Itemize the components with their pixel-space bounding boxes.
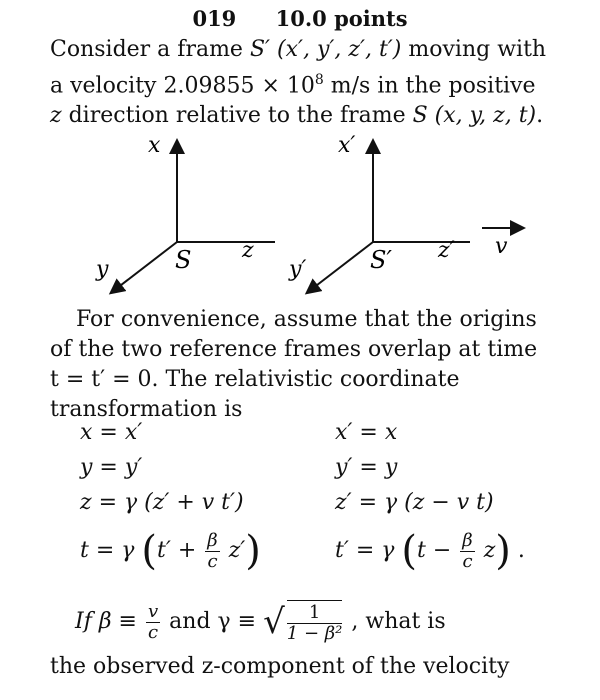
y-prime-axis-label: y′ — [289, 257, 307, 282]
sqrt-den: 1 − β² — [286, 623, 343, 644]
intro-velocity-exponent: 8 — [314, 72, 324, 88]
paren-close: ) — [495, 528, 511, 574]
frame-s-axes — [95, 133, 275, 292]
question-if: If β ≡ — [75, 609, 137, 634]
intro-text-3: m/s in the positive — [323, 73, 536, 99]
frame-s-prime-label: S′ — [370, 246, 392, 274]
question-line-2: the observed z-component of the velocity — [50, 654, 510, 679]
frac-den: c — [148, 621, 159, 643]
x-axis-label: x — [148, 133, 161, 158]
frac-num: β — [207, 529, 218, 551]
eq-left-4-prefix: t = γ — [80, 538, 135, 563]
eq-right-4: t′ = γ (t − $\frac{\beta}{c}$ z) . — [335, 528, 525, 574]
y-axis — [112, 242, 177, 292]
intro-frame-prime: S′ (x′, y′, z′, t′) — [249, 37, 402, 62]
y-axis-label: y — [96, 257, 109, 282]
eq-right-4-inner: t − — [417, 538, 452, 563]
eq-left-1: x = x′ — [80, 420, 143, 445]
v-over-c-fraction — [146, 602, 160, 643]
problem-number: 019 — [192, 6, 237, 31]
eq-right-4-post: z — [483, 538, 496, 563]
intro-paragraph — [50, 35, 550, 131]
gamma-sqrt: √ $\frac{1}{\text{1 − β²}}$ — [263, 602, 343, 644]
z-axis-label: z — [242, 238, 254, 263]
frac-num: v — [147, 600, 159, 622]
velocity-label: v — [495, 234, 508, 259]
y-prime-axis — [308, 242, 373, 292]
frac-den: c — [462, 550, 473, 572]
beta-over-c-fraction — [460, 531, 474, 572]
transformation-paragraph: For convenience, assume that the origins of the two reference frames overlap at time t = t′ = 0. The relativistic coordinate transformation is — [50, 307, 538, 422]
eq-left-4-inner: t′ + — [157, 538, 197, 563]
eq-right-3: z′ = γ (z − v t) — [335, 490, 494, 515]
intro-text-1: Consider a frame — [50, 37, 250, 62]
intro-frame: S (x, y, z, t) — [412, 103, 537, 129]
paren-close: ) — [245, 528, 261, 574]
question-and: and γ ≡ — [169, 609, 257, 634]
intro-text-5: . — [536, 103, 544, 129]
question-line-1 — [75, 600, 446, 644]
reference-frames-diagram — [0, 130, 600, 300]
paren-open: ( — [141, 528, 158, 574]
frac-num: β — [462, 529, 473, 551]
eq-left-4 — [80, 528, 261, 574]
problem-header — [0, 6, 600, 31]
eq-right-1: x′ = x — [335, 420, 398, 445]
intro-z: z — [50, 103, 62, 129]
eq-left-3: z = γ (z′ + v t′) — [80, 490, 244, 515]
frame-s-prime-axes — [288, 133, 522, 292]
eq-right-4-prefix: t′ = γ — [335, 538, 395, 563]
question-what: , what is — [351, 609, 446, 634]
z-prime-axis-label: z′ — [438, 238, 455, 263]
x-prime-axis-label: x′ — [338, 133, 356, 158]
eq-right-2: y′ = y — [335, 455, 398, 480]
beta-over-c-fraction — [205, 531, 219, 572]
frac-den: c — [207, 550, 218, 572]
sqrt-num: 1 — [287, 603, 343, 624]
intro-text-4: direction relative to the frame — [61, 103, 413, 129]
eq-left-4-post: z′ — [228, 538, 246, 563]
intro-velocity: 2.09855 × 10 — [163, 73, 315, 99]
paren-open: ( — [401, 528, 418, 574]
frame-s-label: S — [175, 246, 192, 274]
problem-points: 10.0 points — [275, 6, 408, 31]
eq-left-2: y = y′ — [80, 455, 143, 480]
intro-text-2: moving with a velocity — [50, 37, 547, 99]
